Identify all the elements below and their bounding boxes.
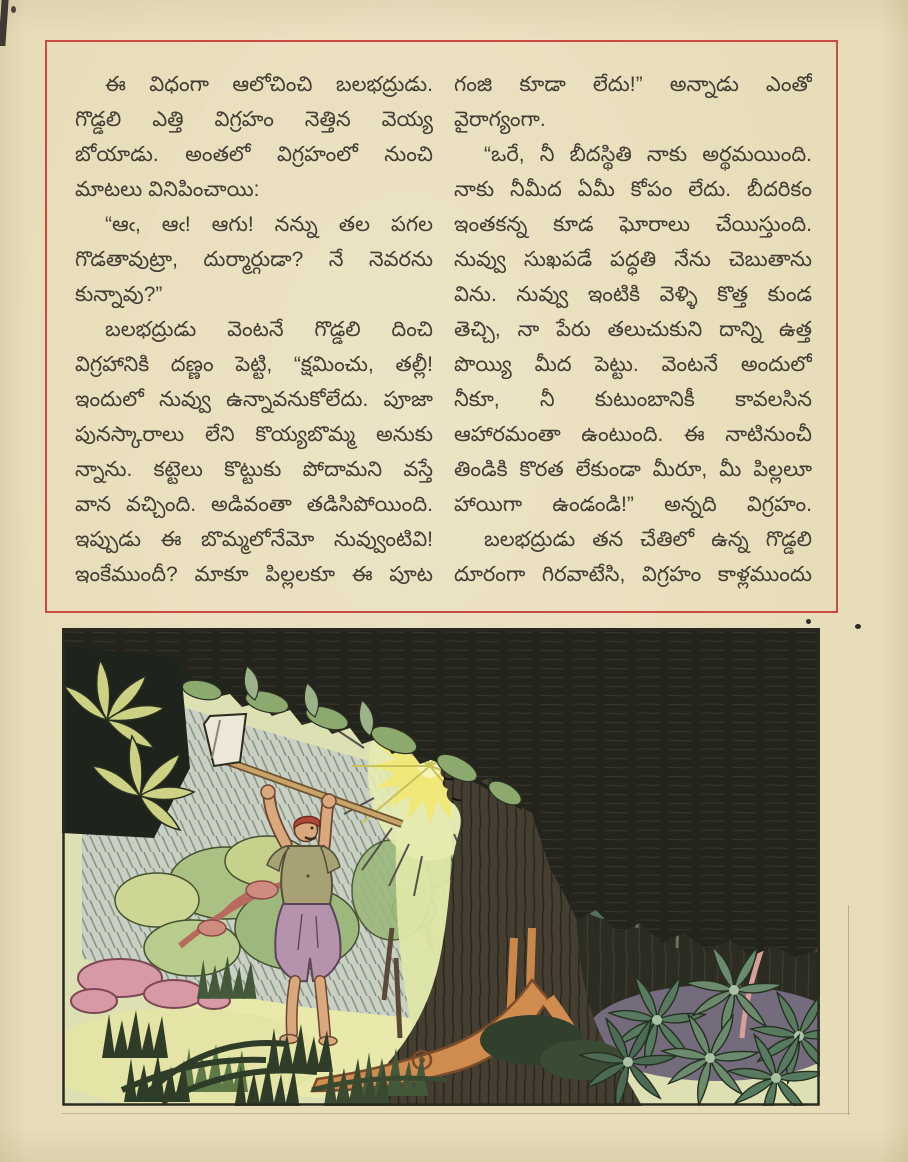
shorts [275, 904, 340, 981]
forest-illustration-svg [62, 628, 820, 1106]
scan-artifact-corner [0, 0, 9, 46]
story-line: గొడ్డలి ఎత్తి విగ్రహం నెత్తిన వెయ్య [75, 108, 433, 131]
story-line: గంజి కూడా లేదు!” అన్నాడు ఎంతో [454, 73, 812, 96]
forest-illustration [62, 628, 820, 1106]
text-column-right [454, 67, 812, 611]
story-line: ఈ విధంగా ఆలోచించి బలభద్రుడు. [105, 73, 433, 96]
story-line: విను. నువ్వు ఇంటికి వెళ్ళి కొత్త కుండ [454, 283, 812, 306]
story-text-frame [45, 40, 838, 613]
page-crease [848, 905, 849, 1115]
text-column-left [75, 67, 433, 611]
story-line: వాన వచ్చింది. అడివంతా తడిసిపోయింది. [75, 493, 433, 516]
story-line: నువ్వు సుఖపడే పద్ధతి నేను చెబుతాను [454, 248, 812, 271]
story-line: ఇంతకన్న కూడ ఘోరాలు చేయిస్తుంది. [454, 213, 812, 236]
story-line: తెచ్చి, నా పేరు తలుచుకుని దాన్ని ఉత్త [454, 318, 812, 341]
story-line: పునస్కారాలు లేని కొయ్యబొమ్మ అనుకు [75, 423, 433, 446]
story-line: బలభద్రుడు వెంటనే గొడ్డలి దించి [105, 318, 433, 341]
ink-speck [855, 624, 861, 629]
story-line: హాయిగా ఉండండి!” అన్నది విగ్రహం. [454, 493, 812, 516]
story-line: నీకూ, నీ కుటుంబానికీ కావలసిన [454, 388, 812, 411]
story-line: న్నాను. కట్టెలు కొట్టుకు పోదామని వస్తే [75, 458, 433, 481]
story-line: కున్నావు?” [75, 283, 163, 306]
story-line: ఇందులో నువ్వు ఉన్నావనుకోలేదు. పూజా [75, 388, 433, 411]
story-line: “ఒరే, నీ బీదస్థితి నాకు అర్థమయింది. [484, 143, 812, 166]
story-line: “ఆఁ, ఆఁ! ఆగు! నన్ను తల పగల [105, 213, 433, 236]
ink-speck [806, 619, 811, 624]
story-line: గొడతావుట్రా, దుర్మార్గుడా? నే నెవరను [75, 248, 433, 271]
story-line: నాకు నీమీద ఏమీ కోపం లేదు. బీదరికం [454, 178, 812, 201]
story-line: విగ్రహానికి దణ్ణం పెట్టి, “క్షమించు, తల్లీ! [75, 353, 433, 376]
story-line: బోయాడు. అంతలో విగ్రహంలో నుంచి [75, 143, 433, 166]
story-line: దూరంగా గిరవాటేసి, విగ్రహం కాళ్లముందు [454, 563, 812, 586]
head [294, 816, 320, 841]
story-line: వైరాగ్యంగా. [454, 108, 546, 131]
page-crease [62, 1113, 850, 1114]
story-line: తిండికి కొరత లేకుండా మీరూ, మీ పిల్లలూ [454, 458, 812, 481]
story-line: ఆహారమంతా ఉంటుంది. ఈ నాటినుంచీ [454, 423, 812, 446]
story-line: మాటలు వినిపించాయి: [75, 178, 260, 201]
story-line: పొయ్యి మీద పెట్టు. వెంటనే అందులో [454, 353, 812, 376]
scan-artifact-dot [11, 6, 16, 13]
story-line: ఇప్పుడు ఈ బొమ్మలోనేమో నువ్వుంటివి! [75, 528, 433, 551]
story-line: ఇంకేముందీ? మాకూ పిల్లలకూ ఈ పూట [75, 563, 433, 586]
story-line: బలభద్రుడు తన చేతిలో ఉన్న గొడ్డలి [484, 528, 812, 551]
